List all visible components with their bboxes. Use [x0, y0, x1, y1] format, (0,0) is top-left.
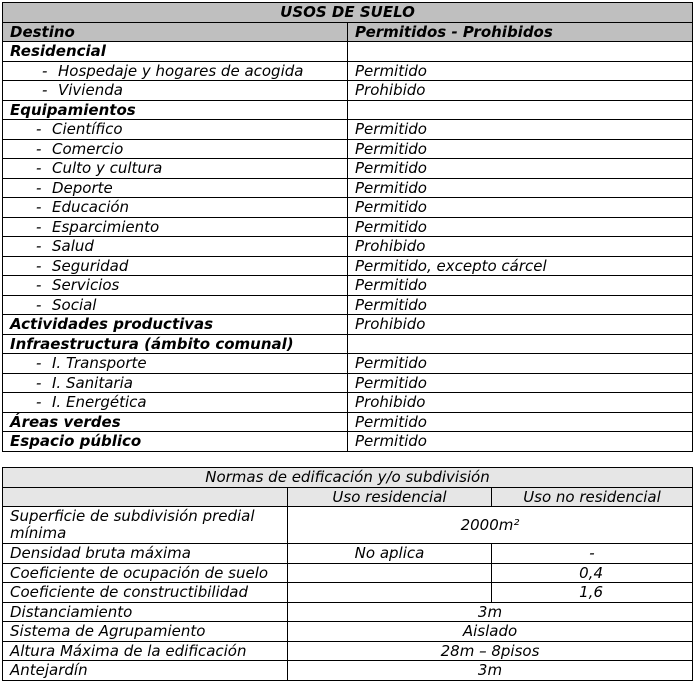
subitem-cell	[3, 354, 348, 374]
row-value: 3m	[288, 602, 693, 622]
value-no-residencial: 0,4	[492, 563, 693, 583]
column-header-row	[3, 487, 693, 507]
row-value: Permitido	[348, 354, 693, 374]
subitem-label: I. Sanitaria	[52, 373, 133, 392]
table-row	[3, 602, 693, 622]
row-value: Permitido	[348, 178, 693, 198]
category-label: Espacio público	[3, 432, 348, 452]
subitem-label: Científico	[52, 120, 123, 139]
row-value: Permitido	[348, 61, 693, 81]
table-row	[3, 237, 693, 257]
dash-marker: -	[42, 81, 48, 100]
table-row	[3, 276, 693, 296]
dash-marker: -	[36, 237, 42, 256]
col-destino: Destino	[3, 22, 348, 42]
row-value: Prohibido	[348, 315, 693, 335]
subitem-label: Seguridad	[52, 256, 129, 275]
subitem-label: Servicios	[52, 276, 120, 295]
table-row	[3, 256, 693, 276]
subitem-label: Hospedaje y hogares de acogida	[58, 61, 304, 80]
row-value: Permitido	[348, 432, 693, 452]
subitem-label: Vivienda	[58, 81, 123, 100]
subitem-cell	[3, 81, 348, 101]
table-row	[3, 295, 693, 315]
dash-marker: -	[42, 61, 48, 80]
table-row	[3, 432, 693, 452]
subitem-cell	[3, 139, 348, 159]
table-row	[3, 100, 693, 120]
table-row	[3, 373, 693, 393]
subitem-cell	[3, 295, 348, 315]
empty-header-cell	[3, 487, 288, 507]
subitem-cell	[3, 217, 348, 237]
row-label: Superficie de subdivisión predial mínima	[3, 507, 288, 544]
table-row	[3, 159, 693, 179]
subitem-cell	[3, 373, 348, 393]
category-label: Residencial	[3, 42, 348, 62]
row-value: Prohibido	[348, 237, 693, 257]
dash-marker: -	[36, 120, 42, 139]
col-estado: Permitidos - Prohibidos	[348, 22, 693, 42]
subitem-label: I. Energética	[52, 393, 147, 412]
row-value	[348, 334, 693, 354]
row-value: Permitido	[348, 217, 693, 237]
value-residencial: No aplica	[288, 544, 492, 564]
category-label: Equipamientos	[3, 100, 348, 120]
dash-marker: -	[36, 276, 42, 295]
subitem-cell	[3, 178, 348, 198]
row-value: Prohibido	[348, 393, 693, 413]
table-row	[3, 544, 693, 564]
row-value: Aislado	[288, 622, 693, 642]
table-row	[3, 120, 693, 140]
dash-marker: -	[36, 178, 42, 197]
table-row	[3, 563, 693, 583]
subitem-label: Salud	[52, 237, 94, 256]
table-row	[3, 42, 693, 62]
table-row	[3, 61, 693, 81]
subitem-cell	[3, 159, 348, 179]
category-label: Actividades productivas	[3, 315, 348, 335]
table-row	[3, 412, 693, 432]
subitem-cell	[3, 276, 348, 296]
row-label: Antejardín	[3, 661, 288, 681]
table-title-row	[3, 468, 693, 488]
dash-marker: -	[36, 217, 42, 236]
subitem-label: Social	[52, 295, 97, 314]
subitem-cell	[3, 61, 348, 81]
value-no-residencial: -	[492, 544, 693, 564]
row-label: Sistema de Agrupamiento	[3, 622, 288, 642]
table-row	[3, 661, 693, 681]
value-no-residencial: 1,6	[492, 583, 693, 603]
table-row	[3, 178, 693, 198]
table-row	[3, 217, 693, 237]
table-row	[3, 334, 693, 354]
table-row	[3, 507, 693, 544]
row-value: 2000m²	[288, 507, 693, 544]
row-value: Permitido, excepto cárcel	[348, 256, 693, 276]
row-value: Permitido	[348, 295, 693, 315]
dash-marker: -	[36, 139, 42, 158]
table-title-row	[3, 3, 693, 23]
col-uso-no-residencial: Uso no residencial	[492, 487, 693, 507]
subitem-label: I. Transporte	[52, 354, 147, 373]
dash-marker: -	[36, 354, 42, 373]
row-value	[348, 42, 693, 62]
dash-marker: -	[36, 393, 42, 412]
row-value: Permitido	[348, 276, 693, 296]
subitem-cell	[3, 198, 348, 218]
table-row	[3, 315, 693, 335]
subitem-label: Deporte	[52, 178, 113, 197]
table-row	[3, 198, 693, 218]
row-label: Altura Máxima de la edificación	[3, 641, 288, 661]
value-residencial	[288, 563, 492, 583]
row-value: Permitido	[348, 373, 693, 393]
col-uso-residencial: Uso residencial	[288, 487, 492, 507]
row-label: Coeficiente de constructibilidad	[3, 583, 288, 603]
subitem-cell	[3, 120, 348, 140]
dash-marker: -	[36, 295, 42, 314]
subitem-cell	[3, 393, 348, 413]
table-row	[3, 354, 693, 374]
table-row	[3, 641, 693, 661]
subitem-label: Comercio	[52, 139, 124, 158]
subitem-label: Esparcimiento	[52, 217, 160, 236]
dash-marker: -	[36, 256, 42, 275]
row-value: Permitido	[348, 120, 693, 140]
normas-title: Normas de edificación y/o subdivisión	[3, 468, 693, 488]
row-value: Permitido	[348, 412, 693, 432]
usos-title: USOS DE SUELO	[3, 3, 693, 23]
usos-de-suelo-table	[2, 2, 693, 452]
row-label: Densidad bruta máxima	[3, 544, 288, 564]
row-value: 28m – 8pisos	[288, 641, 693, 661]
subitem-label: Culto y cultura	[52, 159, 163, 178]
row-value: Permitido	[348, 159, 693, 179]
row-value: Permitido	[348, 139, 693, 159]
table-row	[3, 583, 693, 603]
row-value: Prohibido	[348, 81, 693, 101]
subitem-label: Educación	[52, 198, 130, 217]
column-header-row	[3, 22, 693, 42]
subitem-cell	[3, 237, 348, 257]
value-residencial	[288, 583, 492, 603]
table-row	[3, 139, 693, 159]
table-row	[3, 622, 693, 642]
dash-marker: -	[36, 198, 42, 217]
row-value	[348, 100, 693, 120]
table-row	[3, 81, 693, 101]
category-label: Infraestructura (ámbito comunal)	[3, 334, 348, 354]
row-value: Permitido	[348, 198, 693, 218]
subitem-cell	[3, 256, 348, 276]
table-row	[3, 393, 693, 413]
category-label: Áreas verdes	[3, 412, 348, 432]
dash-marker: -	[36, 159, 42, 178]
dash-marker: -	[36, 373, 42, 392]
normas-edificacion-table	[2, 467, 693, 681]
row-value: 3m	[288, 661, 693, 681]
row-label: Coeficiente de ocupación de suelo	[3, 563, 288, 583]
row-label: Distanciamiento	[3, 602, 288, 622]
